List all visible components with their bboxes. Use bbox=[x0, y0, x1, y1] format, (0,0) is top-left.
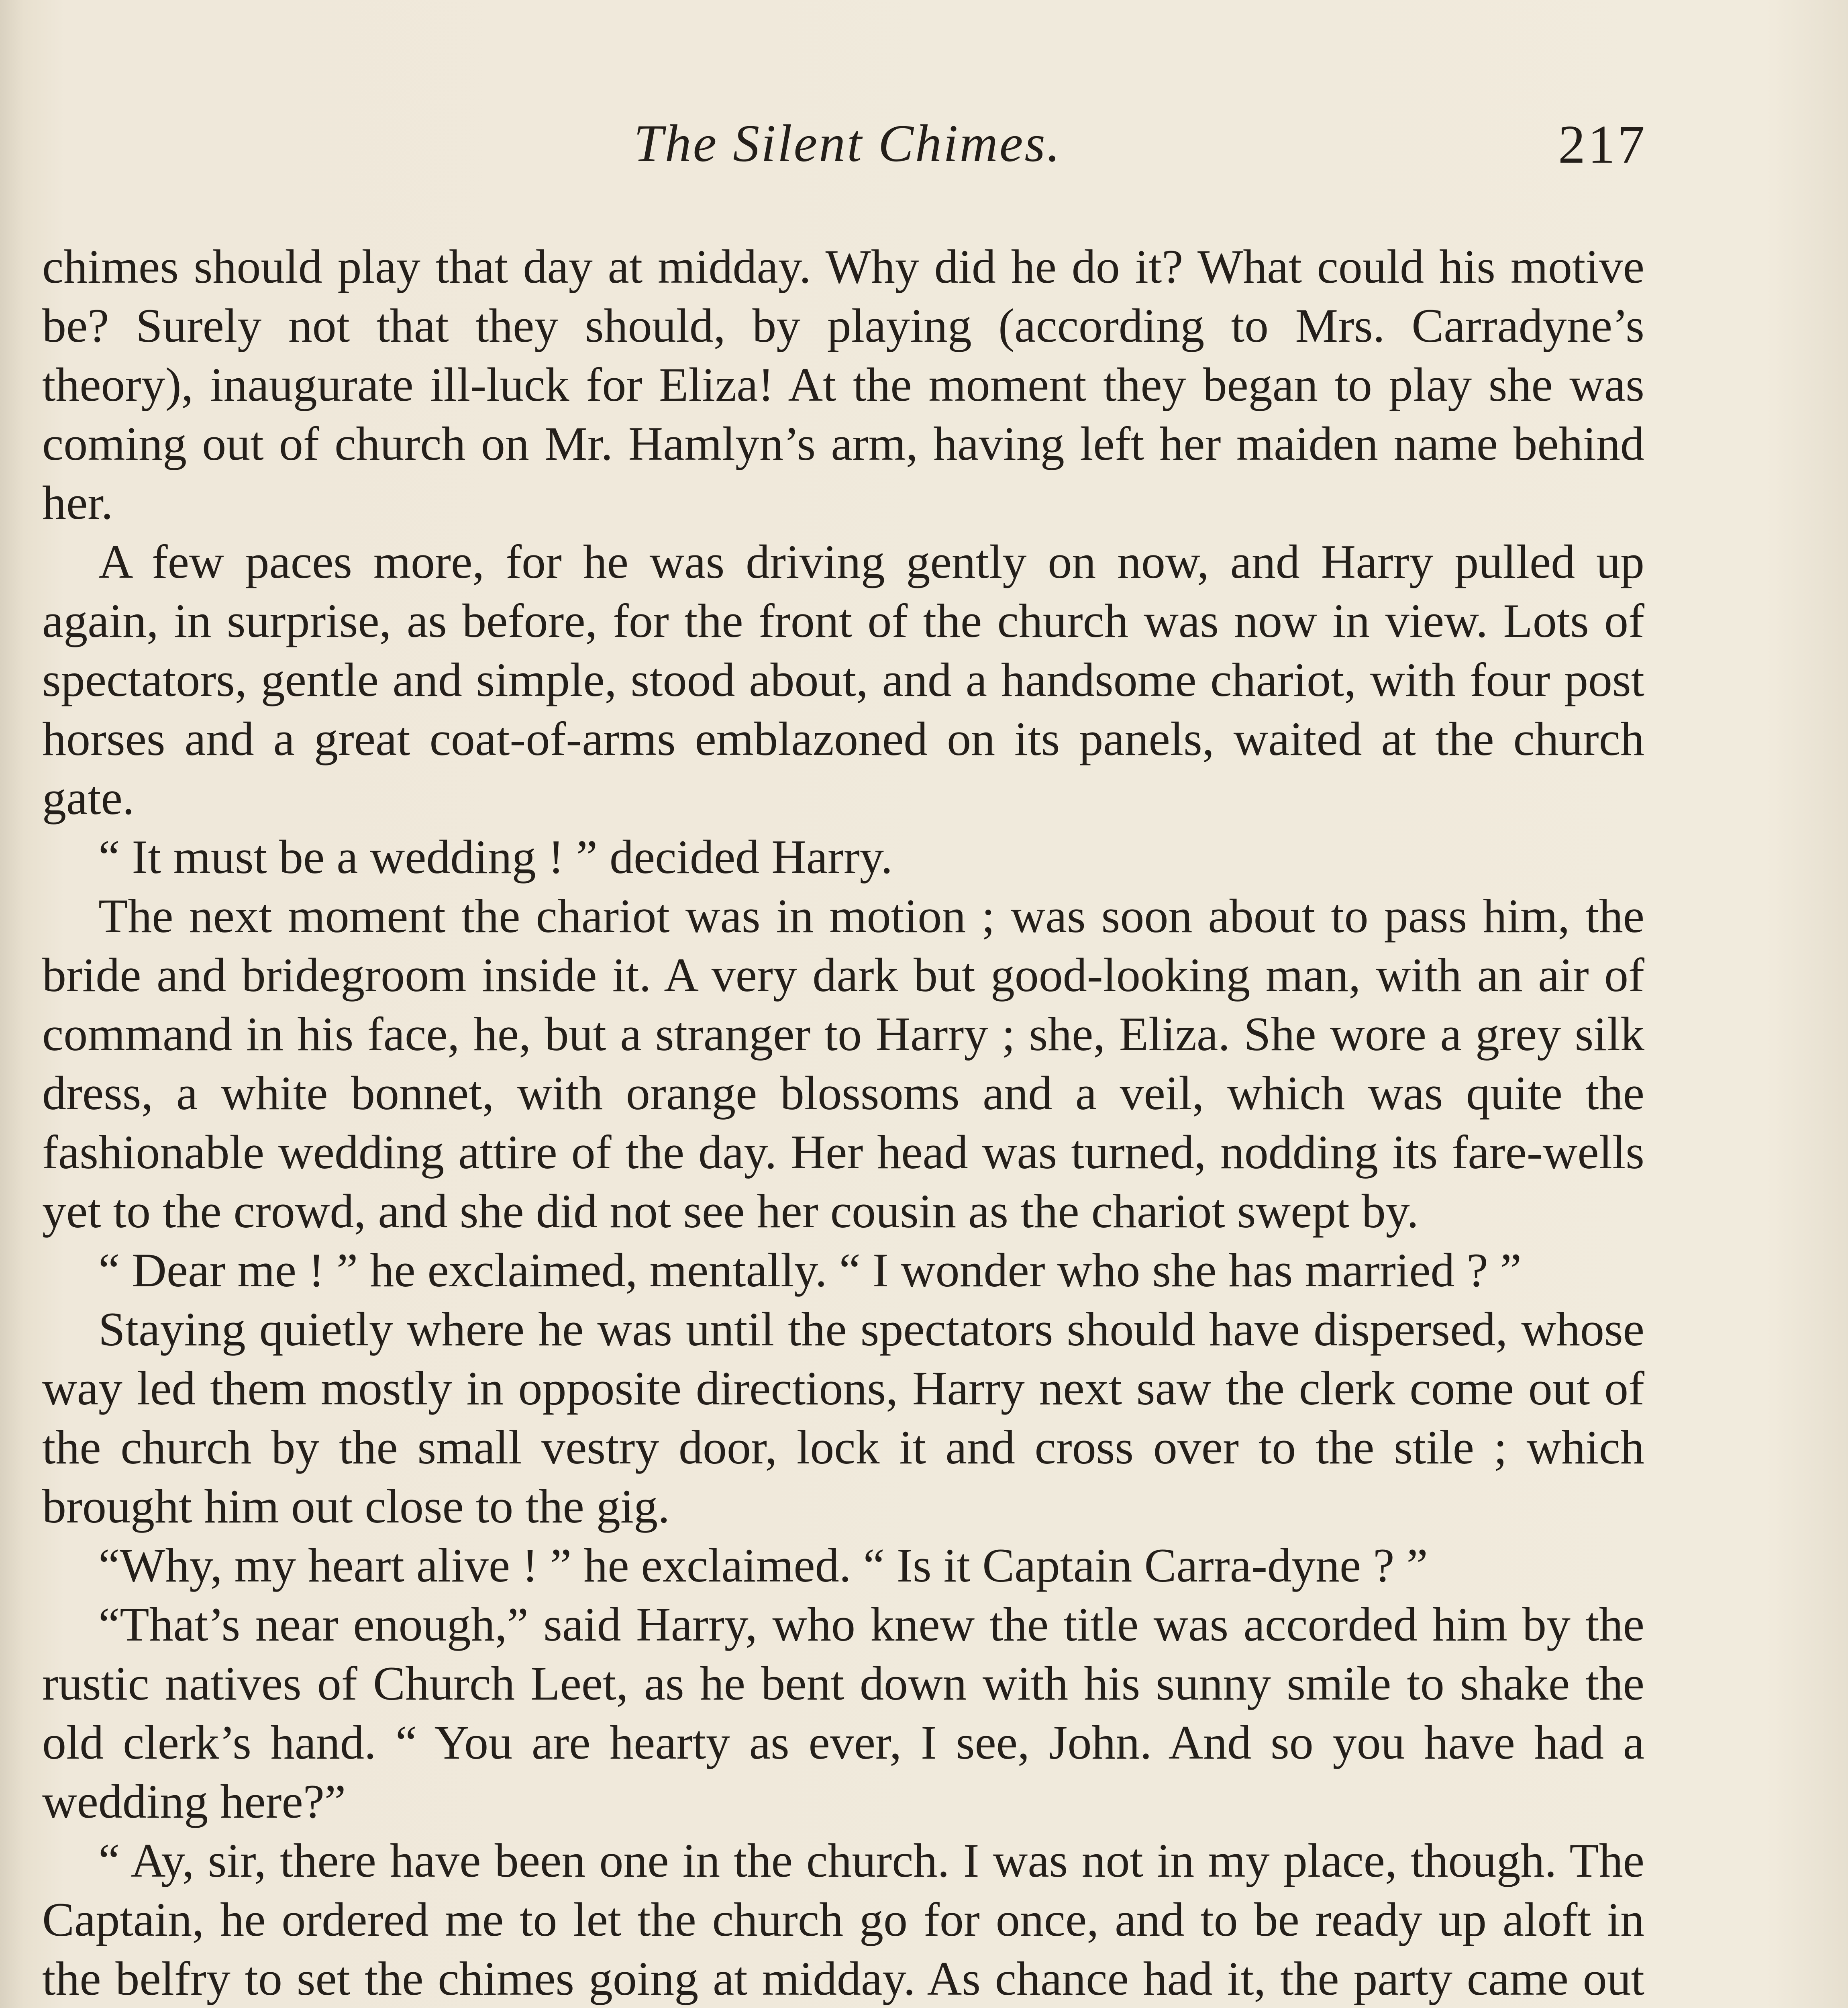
body-text bbox=[42, 237, 1644, 2008]
page-header bbox=[48, 112, 1647, 193]
paragraph: “Why, my heart alive ! ” he exclaimed. “ Is it Captain Carra-dyne ? ” bbox=[98, 1539, 1428, 1592]
running-title: The Silent Chimes. bbox=[634, 114, 1062, 173]
paragraph: “That’s near enough,” said Harry, who knew the title was accorded him by the rustic natives of Church Leet, as he bent down with his sunny smile to shake the old clerk’s hand. “ You are hearty as ever, I see, John. And so you have had a wedding here?” bbox=[42, 1598, 1644, 1828]
paragraph: “ Dear me ! ” he exclaimed, mentally. “ I wonder who she has married ? ” bbox=[98, 1243, 1522, 1297]
page-number: 217 bbox=[1558, 114, 1647, 175]
paragraph: chimes should play that day at midday. Why did he do it? What could his motive be? Surely not that they should, by playing (according to Mrs. Carradyne’s theory), inaugurate ill-luck for Eliza! At the moment they began to play she was coming out of church on Mr. Hamlyn’s arm, having left her maiden name behind her. bbox=[42, 240, 1644, 529]
paragraph: “ Ay, sir, there have been one in the church. I was not in my place, though. The Captain, he ordered me to let the church go for once, and to be ready up aloft in the belfry to set the chimes going at midday. As chance had it, the party came out bbox=[42, 1834, 1644, 2005]
paragraph: A few paces more, for he was driving gently on now, and Harry pulled up again, in surprise, as before, for the front of the church was now in view. Lots of spectators, gentle and simple, stood about, and a handsome chariot, with four post horses and a great coat-of-arms emblazoned on its panels, waited at the church gate. bbox=[42, 535, 1644, 824]
paragraph: “ It must be a wedding ! ” decided Harry. bbox=[98, 830, 893, 884]
paragraph: The next moment the chariot was in motion ; was soon about to pass him, the bride and bridegroom inside it. A very dark but good-looking man, with an air of command in his face, he, but a stranger to Harry ; she, Eliza. She wore a grey silk dress, a white bonnet, with orange blossoms and a veil, which was quite the fashionable wedding attire of the day. Her head was turned, nodding its fare-wells yet to the crowd, and she did not see her cousin as the chariot swept by. bbox=[42, 889, 1644, 1238]
paragraph: Staying quietly where he was until the spectators should have dispersed, whose way led them mostly in opposite directions, Harry next saw the clerk come out of the church by the small vestry door, lock it and cross over to the stile ; which brought him out close to the gig. bbox=[42, 1302, 1644, 1533]
